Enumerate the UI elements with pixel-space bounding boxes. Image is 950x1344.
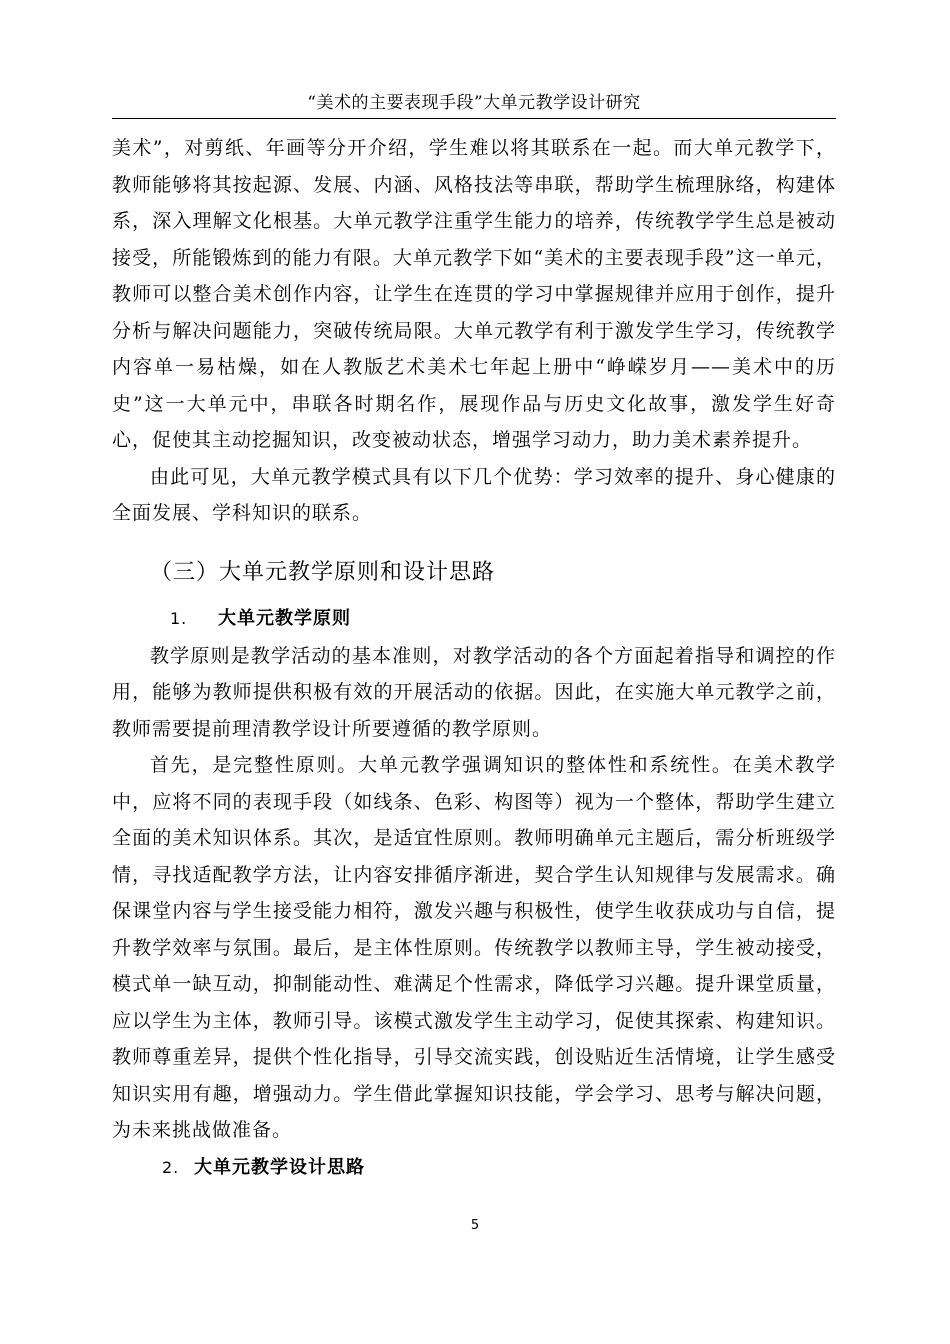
subsection-title-1: 大单元教学原则 bbox=[218, 607, 351, 629]
paragraph-principles-intro: 教学原则是教学活动的基本准则，对教学活动的各个方面起着指导和调控的作用，能够为教师提供积极有效的开展活动的依据。因此，在实施大单元教学之前，教师需要提前理清教学设计所要遵循的教学原则。 bbox=[112, 644, 836, 740]
subsection-title-2: 大单元教学设计思路 bbox=[194, 1156, 365, 1178]
subsection-heading-2 bbox=[112, 1155, 836, 1181]
paragraph-summary: 由此可见，大单元教学模式具有以下几个优势：学习效率的提升、身心健康的全面发展、学科知识的联系。 bbox=[112, 465, 836, 524]
paragraph-principles-detail: 首先，是完整性原则。大单元教学强调知识的整体性和系统性。在美术教学中，应将不同的表现手段（如线条、色彩、构图等）视为一个整体，帮助学生建立全面的美术知识体系。其次，是适宜性原则。教师明确单元主题后，需分析班级学情，寻找适配教学方法，让内容安排循序渐进，契合学生认知规律与发展需求。确保课堂内容与学生接受能力相符，激发兴趣与积极性，使学生收获成功与自信，提升教学效率与氛围。最后，是主体性原则。传统教学以教师主导，学生被动接受，模式单一缺互动，抑制能动性、难满足个性需求，降低学习兴趣。提升课堂质量，应以学生为主体，教师引导。该模式激发学生主动学习，促使其探索、构建知识。教师尊重差异，提供个性化指导，引导交流实践，创设贴近生活情境，让学生感受知识实用有趣，增强动力。学生借此掌握知识技能，学会学习、思考与解决问题，为未来挑战做准备。 bbox=[112, 754, 836, 1141]
subsection-number-2: 2. bbox=[162, 1157, 180, 1177]
section-heading-3: （三）大单元教学原则和设计思路 bbox=[150, 559, 496, 585]
subsection-number-1: 1. bbox=[170, 608, 188, 628]
running-header: “美术的主要表现手段”大单元教学设计研究 bbox=[307, 93, 641, 113]
page-number: 5 bbox=[470, 1218, 480, 1233]
subsection-heading-1 bbox=[112, 606, 836, 632]
header-rule bbox=[112, 118, 836, 119]
page-body bbox=[112, 130, 836, 1187]
paragraph-continued: 美术”，对剪纸、年画等分开介绍，学生难以将其联系在一起。而大单元教学下，教师能够将其按起源、发展、内涵、风格技法等串联，帮助学生梳理脉络，构建体系，深入理解文化根基。大单元教学注重学生能力的培养，传统教学学生总是被动接受，所能锻炼到的能力有限。大单元教学下如“美术的主要表现手段”这一单元，教师可以整合美术创作内容，让学生在连贯的学习中掌握规律并应用于创作，提升分析与解决问题能力，突破传统局限。大单元教学有利于激发学生学习，传统教学内容单一易枯燥，如在人教版艺术美术七年起上册中“峥嵘岁月——美术中的历史”这一大单元中，串联各时期名作，展现作品与历史文化故事，激发学生好奇心，促使其主动挖掘知识，改变被动状态，增强学习动力，助力美术素养提升。 bbox=[112, 137, 836, 451]
